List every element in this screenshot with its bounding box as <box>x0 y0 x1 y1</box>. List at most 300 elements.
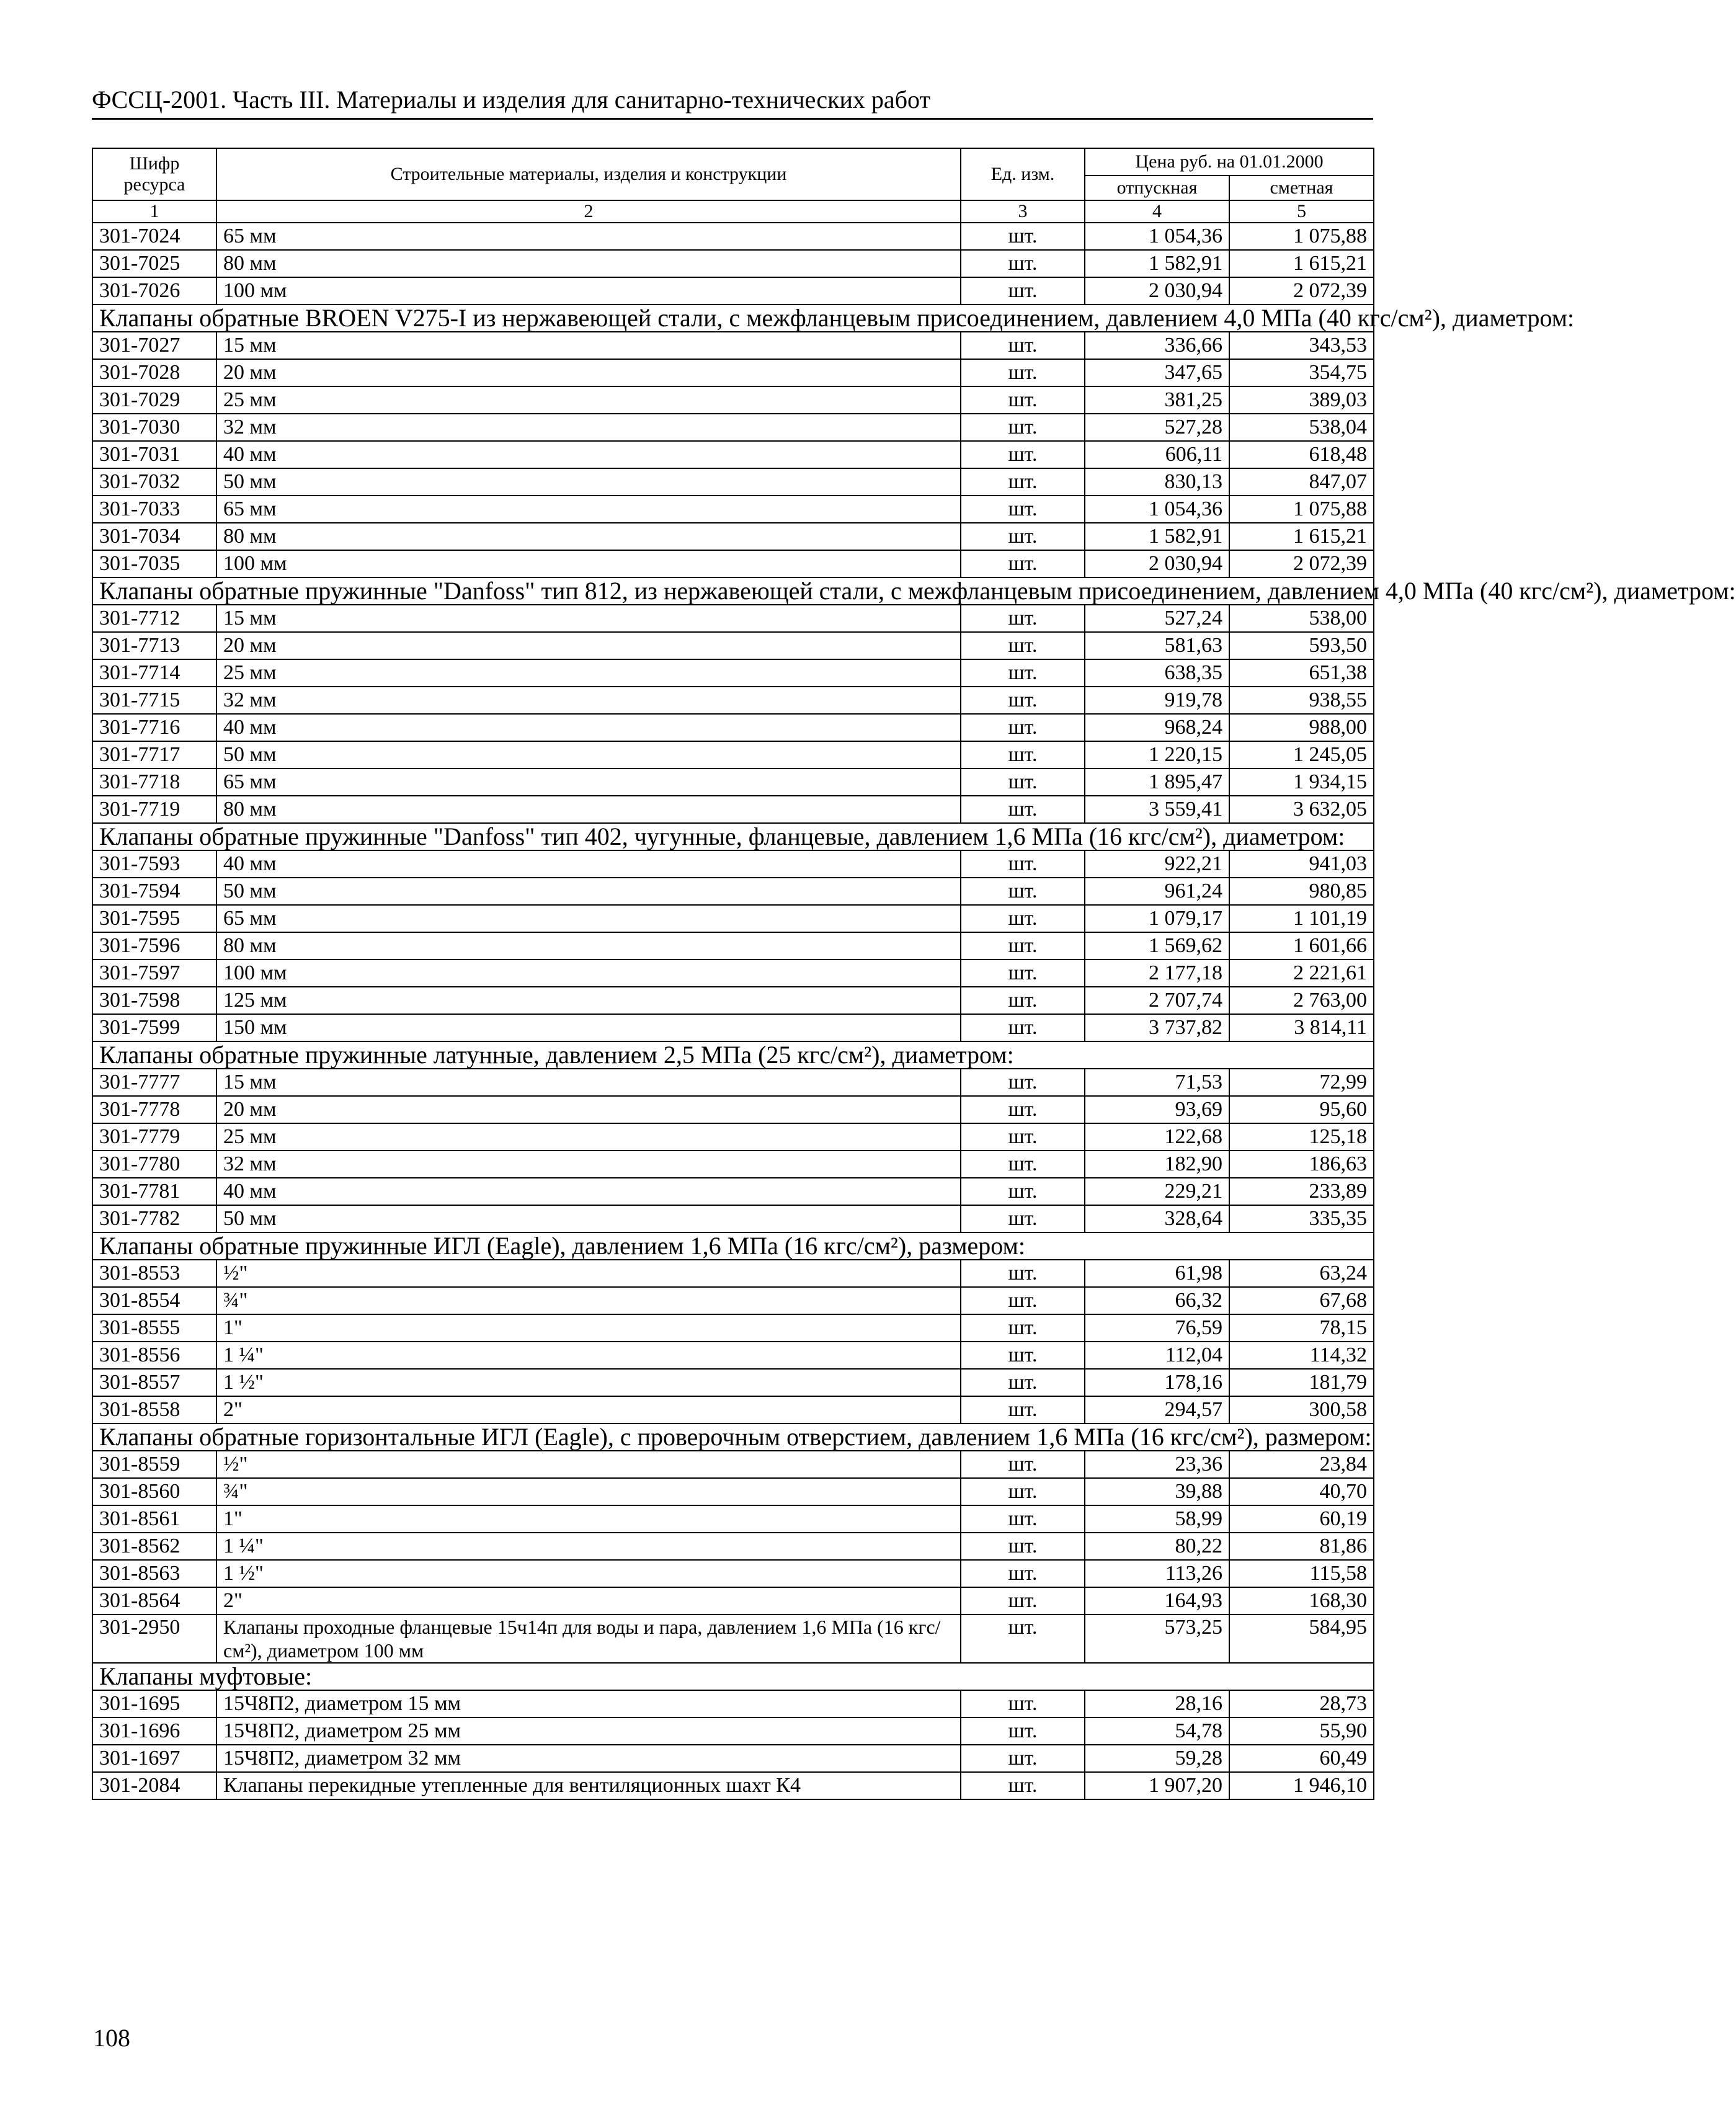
price-table <box>92 148 1736 1800</box>
release-price-cell: 1 079,17 <box>1085 905 1229 932</box>
unit-cell: шт. <box>961 414 1085 441</box>
item-name-cell: 20 мм <box>216 1096 961 1123</box>
group-heading-row <box>92 577 1374 605</box>
column-number: 4 <box>1085 200 1229 223</box>
unit-cell: шт. <box>961 277 1085 305</box>
release-price-cell: 919,78 <box>1085 687 1229 714</box>
table-row <box>92 386 1374 414</box>
table-row <box>92 1505 1374 1533</box>
release-price-cell: 294,57 <box>1085 1396 1229 1423</box>
item-name-cell: 125 мм <box>216 987 961 1014</box>
group-heading: Клапаны обратные пружинные ИГЛ (Eagle), давлением 1,6 МПа (16 кгс/см²), размером: <box>92 1232 1374 1260</box>
release-price-cell: 39,88 <box>1085 1478 1229 1505</box>
estimate-price-cell: 60,49 <box>1229 1745 1374 1772</box>
item-name-cell: Клапаны проходные фланцевые 15ч14п для воды и пара, давлением 1,6 МПа (16 кгс/см²), диаметром 100 мм <box>216 1615 961 1663</box>
resource-code-cell: 301-8558 <box>92 1396 216 1423</box>
resource-code-cell: 301-8562 <box>92 1533 216 1560</box>
item-name-cell: 1" <box>216 1314 961 1342</box>
release-price-cell: 638,35 <box>1085 659 1229 687</box>
table-row <box>92 1396 1374 1423</box>
resource-code-cell: 301-7717 <box>92 741 216 768</box>
estimate-price-cell: 114,32 <box>1229 1342 1374 1369</box>
table-row <box>92 741 1374 768</box>
unit-cell: шт. <box>961 1745 1085 1772</box>
item-name-cell: 1 ¼" <box>216 1342 961 1369</box>
resource-code-cell: 301-7718 <box>92 768 216 796</box>
item-name-cell: 100 мм <box>216 550 961 577</box>
release-price-cell: 80,22 <box>1085 1533 1229 1560</box>
table-row <box>92 1287 1374 1314</box>
column-number: 1 <box>92 200 216 223</box>
release-price-cell: 347,65 <box>1085 359 1229 386</box>
unit-cell: шт. <box>961 1587 1085 1615</box>
estimate-price-cell: 67,68 <box>1229 1287 1374 1314</box>
table-row <box>92 277 1374 305</box>
release-price-cell: 961,24 <box>1085 878 1229 905</box>
estimate-price-cell: 28,73 <box>1229 1690 1374 1717</box>
unit-cell: шт. <box>961 359 1085 386</box>
unit-cell: шт. <box>961 1260 1085 1287</box>
estimate-price-cell: 538,04 <box>1229 414 1374 441</box>
estimate-price-cell: 55,90 <box>1229 1717 1374 1745</box>
resource-code-cell: 301-1697 <box>92 1745 216 1772</box>
unit-cell: шт. <box>961 1533 1085 1560</box>
unit-cell: шт. <box>961 605 1085 632</box>
resource-code-cell: 301-7712 <box>92 605 216 632</box>
resource-code-cell: 301-7034 <box>92 523 216 550</box>
table-row <box>92 1123 1374 1151</box>
column-header-release-price: отпускная <box>1085 176 1229 200</box>
item-name-cell: Клапаны перекидные утепленные для вентиляционных шахт К4 <box>216 1772 961 1799</box>
estimate-price-cell: 1 601,66 <box>1229 932 1374 960</box>
item-name-cell: 15 мм <box>216 1069 961 1096</box>
item-name-cell: 20 мм <box>216 359 961 386</box>
group-heading: Клапаны обратные пружинные "Danfoss" тип 402, чугунные, фланцевые, давлением 1,6 МПа (16 кгс/см²), диаметром: <box>92 823 1374 850</box>
release-price-cell: 59,28 <box>1085 1745 1229 1772</box>
release-price-cell: 61,98 <box>1085 1260 1229 1287</box>
resource-code-cell: 301-1696 <box>92 1717 216 1745</box>
release-price-cell: 1 220,15 <box>1085 741 1229 768</box>
item-name-cell: 40 мм <box>216 1178 961 1205</box>
column-header-estimate-price: сметная <box>1229 176 1374 200</box>
table-row <box>92 659 1374 687</box>
column-header-code: Шифр ресурса <box>92 148 216 200</box>
resource-code-cell: 301-8553 <box>92 1260 216 1287</box>
release-price-cell: 178,16 <box>1085 1369 1229 1396</box>
item-name-cell: 50 мм <box>216 468 961 496</box>
unit-cell: шт. <box>961 1287 1085 1314</box>
unit-cell: шт. <box>961 1615 1085 1663</box>
release-price-cell: 164,93 <box>1085 1587 1229 1615</box>
release-price-cell: 113,26 <box>1085 1560 1229 1587</box>
release-price-cell: 1 054,36 <box>1085 223 1229 250</box>
unit-cell: шт. <box>961 523 1085 550</box>
unit-cell: шт. <box>961 1560 1085 1587</box>
item-name-cell: 1 ½" <box>216 1560 961 1587</box>
item-name-cell: 100 мм <box>216 960 961 987</box>
table-row <box>92 1772 1374 1799</box>
estimate-price-cell: 2 763,00 <box>1229 987 1374 1014</box>
release-price-cell: 122,68 <box>1085 1123 1229 1151</box>
release-price-cell: 93,69 <box>1085 1096 1229 1123</box>
table-row <box>92 1096 1374 1123</box>
table-row <box>92 1178 1374 1205</box>
group-heading: Клапаны обратные горизонтальные ИГЛ (Eagle), с проверочным отверстием, давлением 1,6 МПа (16 кгс/см²), размером: <box>92 1423 1374 1451</box>
release-price-cell: 2 030,94 <box>1085 550 1229 577</box>
resource-code-cell: 301-8560 <box>92 1478 216 1505</box>
resource-code-cell: 301-7779 <box>92 1123 216 1151</box>
estimate-price-cell: 63,24 <box>1229 1260 1374 1287</box>
release-price-cell: 1 054,36 <box>1085 496 1229 523</box>
group-heading-row <box>92 305 1374 332</box>
estimate-price-cell: 125,18 <box>1229 1123 1374 1151</box>
table-row <box>92 250 1374 277</box>
estimate-price-cell: 354,75 <box>1229 359 1374 386</box>
item-name-cell: 20 мм <box>216 632 961 659</box>
estimate-price-cell: 81,86 <box>1229 1533 1374 1560</box>
resource-code-cell: 301-8557 <box>92 1369 216 1396</box>
table-row <box>92 1151 1374 1178</box>
item-name-cell: 50 мм <box>216 1205 961 1232</box>
release-price-cell: 922,21 <box>1085 850 1229 878</box>
resource-code-cell: 301-7596 <box>92 932 216 960</box>
estimate-price-cell: 938,55 <box>1229 687 1374 714</box>
unit-cell: шт. <box>961 1505 1085 1533</box>
release-price-cell: 229,21 <box>1085 1178 1229 1205</box>
item-name-cell: 1 ¼" <box>216 1533 961 1560</box>
item-name-cell: 15Ч8П2, диаметром 25 мм <box>216 1717 961 1745</box>
release-price-cell: 527,24 <box>1085 605 1229 632</box>
group-heading: Клапаны муфтовые: <box>92 1663 1374 1690</box>
item-name-cell: 80 мм <box>216 250 961 277</box>
estimate-price-cell: 2 072,39 <box>1229 550 1374 577</box>
resource-code-cell: 301-7778 <box>92 1096 216 1123</box>
resource-code-cell: 301-2950 <box>92 1615 216 1663</box>
estimate-price-cell: 847,07 <box>1229 468 1374 496</box>
item-name-cell: 25 мм <box>216 386 961 414</box>
release-price-cell: 3 559,41 <box>1085 796 1229 823</box>
release-price-cell: 2 707,74 <box>1085 987 1229 1014</box>
table-row <box>92 359 1374 386</box>
unit-cell: шт. <box>961 659 1085 687</box>
unit-cell: шт. <box>961 932 1085 960</box>
item-name-cell: 32 мм <box>216 414 961 441</box>
resource-code-cell: 301-8564 <box>92 1587 216 1615</box>
unit-cell: шт. <box>961 223 1085 250</box>
unit-cell: шт. <box>961 1314 1085 1342</box>
page-number: 108 <box>93 2024 130 2052</box>
unit-cell: шт. <box>961 714 1085 741</box>
unit-cell: шт. <box>961 687 1085 714</box>
unit-cell: шт. <box>961 1396 1085 1423</box>
release-price-cell: 328,64 <box>1085 1205 1229 1232</box>
table-row <box>92 523 1374 550</box>
item-name-cell: 25 мм <box>216 659 961 687</box>
estimate-price-cell: 78,15 <box>1229 1314 1374 1342</box>
table-row <box>92 1205 1374 1232</box>
item-name-cell: ½" <box>216 1260 961 1287</box>
table-row <box>92 932 1374 960</box>
unit-cell: шт. <box>961 1772 1085 1799</box>
resource-code-cell: 301-7593 <box>92 850 216 878</box>
estimate-price-cell: 335,35 <box>1229 1205 1374 1232</box>
estimate-price-cell: 233,89 <box>1229 1178 1374 1205</box>
release-price-cell: 28,16 <box>1085 1690 1229 1717</box>
estimate-price-cell: 3 632,05 <box>1229 796 1374 823</box>
table-row <box>92 1314 1374 1342</box>
unit-cell: шт. <box>961 796 1085 823</box>
release-price-cell: 830,13 <box>1085 468 1229 496</box>
resource-code-cell: 301-7713 <box>92 632 216 659</box>
unit-cell: шт. <box>961 768 1085 796</box>
release-price-cell: 968,24 <box>1085 714 1229 741</box>
group-heading-row <box>92 1232 1374 1260</box>
table-row <box>92 1069 1374 1096</box>
release-price-cell: 527,28 <box>1085 414 1229 441</box>
release-price-cell: 2 030,94 <box>1085 277 1229 305</box>
table-row <box>92 1342 1374 1369</box>
table-row <box>92 1717 1374 1745</box>
table-row <box>92 960 1374 987</box>
unit-cell: шт. <box>961 1342 1085 1369</box>
unit-cell: шт. <box>961 1096 1085 1123</box>
estimate-price-cell: 72,99 <box>1229 1069 1374 1096</box>
table-row <box>92 1587 1374 1615</box>
resource-code-cell: 301-7716 <box>92 714 216 741</box>
estimate-price-cell: 593,50 <box>1229 632 1374 659</box>
estimate-price-cell: 1 615,21 <box>1229 523 1374 550</box>
unit-cell: шт. <box>961 878 1085 905</box>
resource-code-cell: 301-8561 <box>92 1505 216 1533</box>
release-price-cell: 1 907,20 <box>1085 1772 1229 1799</box>
estimate-price-cell: 1 946,10 <box>1229 1772 1374 1799</box>
resource-code-cell: 301-8559 <box>92 1451 216 1478</box>
unit-cell: шт. <box>961 1205 1085 1232</box>
resource-code-cell: 301-8556 <box>92 1342 216 1369</box>
table-row <box>92 605 1374 632</box>
resource-code-cell: 301-1695 <box>92 1690 216 1717</box>
item-name-cell: ½" <box>216 1451 961 1478</box>
unit-cell: шт. <box>961 1369 1085 1396</box>
item-name-cell: 40 мм <box>216 714 961 741</box>
release-price-cell: 1 895,47 <box>1085 768 1229 796</box>
column-header-unit: Ед. изм. <box>961 148 1085 200</box>
estimate-price-cell: 95,60 <box>1229 1096 1374 1123</box>
table-row <box>92 468 1374 496</box>
item-name-cell: 50 мм <box>216 878 961 905</box>
resource-code-cell: 301-8563 <box>92 1560 216 1587</box>
table-row <box>92 441 1374 468</box>
group-heading-row <box>92 1041 1374 1069</box>
estimate-price-cell: 2 072,39 <box>1229 277 1374 305</box>
resource-code-cell: 301-7026 <box>92 277 216 305</box>
item-name-cell: 65 мм <box>216 768 961 796</box>
group-heading-row <box>92 823 1374 850</box>
resource-code-cell: 301-7780 <box>92 1151 216 1178</box>
unit-cell: шт. <box>961 850 1085 878</box>
table-row <box>92 714 1374 741</box>
group-heading: Клапаны обратные пружинные "Danfoss" тип 812, из нержавеющей стали, с межфланцевым присоединением, давлением 4,0 МПа (40 кгс/см²), диаметром: <box>92 577 1374 605</box>
unit-cell: шт. <box>961 250 1085 277</box>
table-row <box>92 1451 1374 1478</box>
release-price-cell: 112,04 <box>1085 1342 1229 1369</box>
column-header-name: Строительные материалы, изделия и конструкции <box>216 148 961 200</box>
estimate-price-cell: 988,00 <box>1229 714 1374 741</box>
item-name-cell: 1" <box>216 1505 961 1533</box>
release-price-cell: 1 582,91 <box>1085 523 1229 550</box>
table-body <box>92 223 1736 1799</box>
release-price-cell: 23,36 <box>1085 1451 1229 1478</box>
resource-code-cell: 301-7025 <box>92 250 216 277</box>
estimate-price-cell: 23,84 <box>1229 1451 1374 1478</box>
table-row <box>92 1014 1374 1041</box>
group-heading-row <box>92 1423 1374 1451</box>
item-name-cell: 65 мм <box>216 496 961 523</box>
item-name-cell: 65 мм <box>216 223 961 250</box>
resource-code-cell: 301-7024 <box>92 223 216 250</box>
item-name-cell: 25 мм <box>216 1123 961 1151</box>
unit-cell: шт. <box>961 550 1085 577</box>
resource-code-cell: 301-7715 <box>92 687 216 714</box>
estimate-price-cell: 1 615,21 <box>1229 250 1374 277</box>
page-title: ФССЦ-2001. Часть III. Материалы и изделия для санитарно-технических работ <box>92 86 930 114</box>
table-row <box>92 878 1374 905</box>
group-heading: Клапаны обратные BROEN V275-I из нержавеющей стали, с межфланцевым присоединением, давлением 4,0 МПа (40 кгс/см²), диаметром: <box>92 305 1374 332</box>
resource-code-cell: 301-7594 <box>92 878 216 905</box>
resource-code-cell: 301-7598 <box>92 987 216 1014</box>
release-price-cell: 573,25 <box>1085 1615 1229 1663</box>
estimate-price-cell: 168,30 <box>1229 1587 1374 1615</box>
column-header-price: Цена руб. на 01.01.2000 <box>1085 148 1374 176</box>
unit-cell: шт. <box>961 1717 1085 1745</box>
release-price-cell: 1 582,91 <box>1085 250 1229 277</box>
resource-code-cell: 301-7714 <box>92 659 216 687</box>
release-price-cell: 54,78 <box>1085 1717 1229 1745</box>
page-header <box>92 84 1373 120</box>
resource-code-cell: 301-2084 <box>92 1772 216 1799</box>
release-price-cell: 76,59 <box>1085 1314 1229 1342</box>
estimate-price-cell: 181,79 <box>1229 1369 1374 1396</box>
item-name-cell: 65 мм <box>216 905 961 932</box>
resource-code-cell: 301-7027 <box>92 332 216 359</box>
unit-cell: шт. <box>961 468 1085 496</box>
resource-code-cell: 301-7029 <box>92 386 216 414</box>
unit-cell: шт. <box>961 632 1085 659</box>
release-price-cell: 58,99 <box>1085 1505 1229 1533</box>
table-row <box>92 414 1374 441</box>
item-name-cell: 2" <box>216 1396 961 1423</box>
item-name-cell: 15 мм <box>216 605 961 632</box>
estimate-price-cell: 115,58 <box>1229 1560 1374 1587</box>
estimate-price-cell: 343,53 <box>1229 332 1374 359</box>
estimate-price-cell: 1 245,05 <box>1229 741 1374 768</box>
item-name-cell: 32 мм <box>216 1151 961 1178</box>
item-name-cell: 2" <box>216 1587 961 1615</box>
release-price-cell: 71,53 <box>1085 1069 1229 1096</box>
resource-code-cell: 301-7035 <box>92 550 216 577</box>
column-number: 5 <box>1229 200 1374 223</box>
estimate-price-cell: 618,48 <box>1229 441 1374 468</box>
table-row <box>92 687 1374 714</box>
resource-code-cell: 301-7719 <box>92 796 216 823</box>
unit-cell: шт. <box>961 1478 1085 1505</box>
item-name-cell: ¾" <box>216 1478 961 1505</box>
table-row <box>92 1560 1374 1587</box>
estimate-price-cell: 980,85 <box>1229 878 1374 905</box>
item-name-cell: 100 мм <box>216 277 961 305</box>
column-number: 2 <box>216 200 961 223</box>
estimate-price-cell: 651,38 <box>1229 659 1374 687</box>
unit-cell: шт. <box>961 441 1085 468</box>
resource-code-cell: 301-7028 <box>92 359 216 386</box>
unit-cell: шт. <box>961 1069 1085 1096</box>
estimate-price-cell: 389,03 <box>1229 386 1374 414</box>
item-name-cell: 15Ч8П2, диаметром 15 мм <box>216 1690 961 1717</box>
group-heading: Клапаны обратные пружинные латунные, давлением 2,5 МПа (25 кгс/см²), диаметром: <box>92 1041 1374 1069</box>
release-price-cell: 381,25 <box>1085 386 1229 414</box>
estimate-price-cell: 186,63 <box>1229 1151 1374 1178</box>
table-row <box>92 850 1374 878</box>
column-number: 3 <box>961 200 1085 223</box>
unit-cell: шт. <box>961 905 1085 932</box>
unit-cell: шт. <box>961 1451 1085 1478</box>
item-name-cell: 1 ½" <box>216 1369 961 1396</box>
unit-cell: шт. <box>961 1014 1085 1041</box>
resource-code-cell: 301-7033 <box>92 496 216 523</box>
item-name-cell: 80 мм <box>216 523 961 550</box>
table-row <box>92 1615 1374 1663</box>
unit-cell: шт. <box>961 1690 1085 1717</box>
table-row <box>92 987 1374 1014</box>
release-price-cell: 2 177,18 <box>1085 960 1229 987</box>
resource-code-cell: 301-7030 <box>92 414 216 441</box>
resource-code-cell: 301-7032 <box>92 468 216 496</box>
table-row <box>92 1478 1374 1505</box>
release-price-cell: 66,32 <box>1085 1287 1229 1314</box>
estimate-price-cell: 1 934,15 <box>1229 768 1374 796</box>
unit-cell: шт. <box>961 1123 1085 1151</box>
table-row <box>92 1369 1374 1396</box>
table-row <box>92 905 1374 932</box>
estimate-price-cell: 1 075,88 <box>1229 496 1374 523</box>
table-row <box>92 332 1374 359</box>
release-price-cell: 336,66 <box>1085 332 1229 359</box>
item-name-cell: 40 мм <box>216 441 961 468</box>
estimate-price-cell: 40,70 <box>1229 1478 1374 1505</box>
resource-code-cell: 301-7781 <box>92 1178 216 1205</box>
release-price-cell: 606,11 <box>1085 441 1229 468</box>
resource-code-cell: 301-7782 <box>92 1205 216 1232</box>
unit-cell: шт. <box>961 386 1085 414</box>
estimate-price-cell: 1 075,88 <box>1229 223 1374 250</box>
unit-cell: шт. <box>961 496 1085 523</box>
unit-cell: шт. <box>961 1151 1085 1178</box>
table-row <box>92 1745 1374 1772</box>
release-price-cell: 3 737,82 <box>1085 1014 1229 1041</box>
item-name-cell: 15 мм <box>216 332 961 359</box>
table-row <box>92 496 1374 523</box>
table-row <box>92 768 1374 796</box>
estimate-price-cell: 60,19 <box>1229 1505 1374 1533</box>
table-row <box>92 1690 1374 1717</box>
resource-code-cell: 301-7777 <box>92 1069 216 1096</box>
unit-cell: шт. <box>961 1178 1085 1205</box>
unit-cell: шт. <box>961 332 1085 359</box>
table-row <box>92 1260 1374 1287</box>
estimate-price-cell: 2 221,61 <box>1229 960 1374 987</box>
release-price-cell: 182,90 <box>1085 1151 1229 1178</box>
table-row <box>92 1533 1374 1560</box>
